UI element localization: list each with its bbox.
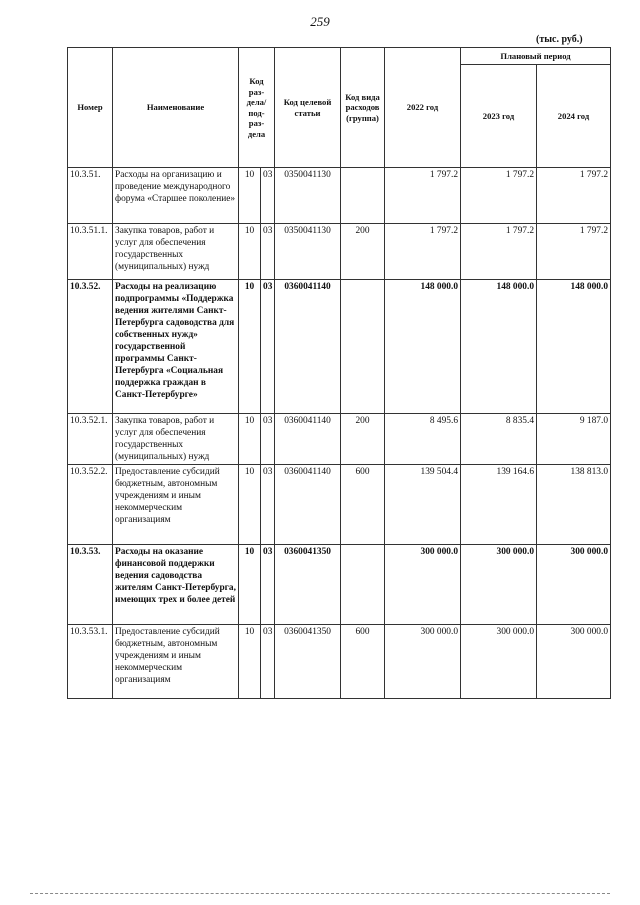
row-number: 10.3.53. (68, 545, 113, 625)
units-label: (тыс. руб.) (536, 34, 583, 45)
header-2023: 2023 год (461, 65, 537, 168)
row-target-code: 0360041350 (275, 625, 341, 699)
row-number: 10.3.52.2. (68, 465, 113, 545)
table-row (68, 465, 611, 545)
row-section: 10 (239, 168, 261, 224)
row-value-2022: 1 797.2 (385, 224, 461, 280)
header-target: Код целевой статьи (275, 48, 341, 168)
row-name: Закупка товаров, работ и услуг для обеспечения государственных (муниципальных) нужд (113, 224, 239, 280)
row-value-2024: 138 813.0 (537, 465, 611, 545)
row-name: Расходы на оказание финансовой поддержки ведения садоводства жителям Санкт-Петербурга, имеющих трех и более детей (113, 545, 239, 625)
header-number: Номер (68, 48, 113, 168)
row-target-code: 0350041130 (275, 224, 341, 280)
row-name: Закупка товаров, работ и услуг для обеспечения государственных (муниципальных) нужд (113, 414, 239, 465)
row-value-2022: 300 000.0 (385, 625, 461, 699)
row-value-2024: 300 000.0 (537, 545, 611, 625)
header-expense: Код вида расходов (группа) (341, 48, 385, 168)
header-name: Наименование (113, 48, 239, 168)
row-value-2023: 1 797.2 (461, 224, 537, 280)
header-2022: 2022 год (385, 48, 461, 168)
row-number: 10.3.52.1. (68, 414, 113, 465)
row-value-2023: 300 000.0 (461, 625, 537, 699)
row-value-2024: 1 797.2 (537, 168, 611, 224)
table-row (68, 625, 611, 699)
row-subsection: 03 (261, 168, 275, 224)
row-value-2022: 139 504.4 (385, 465, 461, 545)
row-target-code: 0360041140 (275, 414, 341, 465)
page-number: 259 (310, 14, 330, 29)
row-name: Предоставление субсидий бюджетным, автономным учреждениям и иным некоммерческим организациям (113, 465, 239, 545)
row-expense-code: 600 (341, 465, 385, 545)
row-subsection: 03 (261, 545, 275, 625)
row-subsection: 03 (261, 224, 275, 280)
row-value-2022: 8 495.6 (385, 414, 461, 465)
table-row (68, 168, 611, 224)
row-expense-code (341, 280, 385, 414)
row-target-code: 0360041140 (275, 280, 341, 414)
row-name: Предоставление субсидий бюджетным, автономным учреждениям и иным некоммерческим организациям (113, 625, 239, 699)
row-value-2024: 9 187.0 (537, 414, 611, 465)
row-target-code: 0360041350 (275, 545, 341, 625)
row-subsection: 03 (261, 465, 275, 545)
row-target-code: 0360041140 (275, 465, 341, 545)
row-value-2022: 300 000.0 (385, 545, 461, 625)
row-section: 10 (239, 280, 261, 414)
header-2024: 2024 год (537, 65, 611, 168)
row-expense-code: 200 (341, 414, 385, 465)
row-subsection: 03 (261, 625, 275, 699)
row-value-2024: 300 000.0 (537, 625, 611, 699)
row-value-2023: 300 000.0 (461, 545, 537, 625)
table-row (68, 414, 611, 465)
header-section: Код раз-дела/ под-раз-дела (239, 48, 275, 168)
row-subsection: 03 (261, 280, 275, 414)
table-body (68, 168, 611, 699)
row-section: 10 (239, 224, 261, 280)
row-subsection: 03 (261, 414, 275, 465)
row-section: 10 (239, 414, 261, 465)
row-expense-code (341, 168, 385, 224)
row-number: 10.3.51. (68, 168, 113, 224)
row-target-code: 0350041130 (275, 168, 341, 224)
row-value-2023: 148 000.0 (461, 280, 537, 414)
row-section: 10 (239, 465, 261, 545)
row-section: 10 (239, 625, 261, 699)
row-value-2023: 8 835.4 (461, 414, 537, 465)
budget-table (67, 47, 611, 699)
table-row (68, 224, 611, 280)
row-value-2024: 1 797.2 (537, 224, 611, 280)
row-value-2024: 148 000.0 (537, 280, 611, 414)
row-number: 10.3.52. (68, 280, 113, 414)
row-section: 10 (239, 545, 261, 625)
row-expense-code: 600 (341, 625, 385, 699)
row-name: Расходы на организацию и проведение международного форума «Старшее поколение» (113, 168, 239, 224)
row-expense-code: 200 (341, 224, 385, 280)
row-value-2022: 1 797.2 (385, 168, 461, 224)
row-value-2023: 139 164.6 (461, 465, 537, 545)
row-name: Расходы на реализацию подпрограммы «Поддержка ведения жителями Санкт-Петербурга садоводства для собственных нужд» государственной программы Санкт-Петербурга «Социальная поддержка граждан в Санкт-Петербурге» (113, 280, 239, 414)
row-expense-code (341, 545, 385, 625)
header-plan-period: Плановый период (461, 48, 611, 65)
footer-divider (30, 893, 610, 894)
table-row (68, 280, 611, 414)
row-number: 10.3.51.1. (68, 224, 113, 280)
row-value-2023: 1 797.2 (461, 168, 537, 224)
row-value-2022: 148 000.0 (385, 280, 461, 414)
table-row (68, 545, 611, 625)
row-number: 10.3.53.1. (68, 625, 113, 699)
